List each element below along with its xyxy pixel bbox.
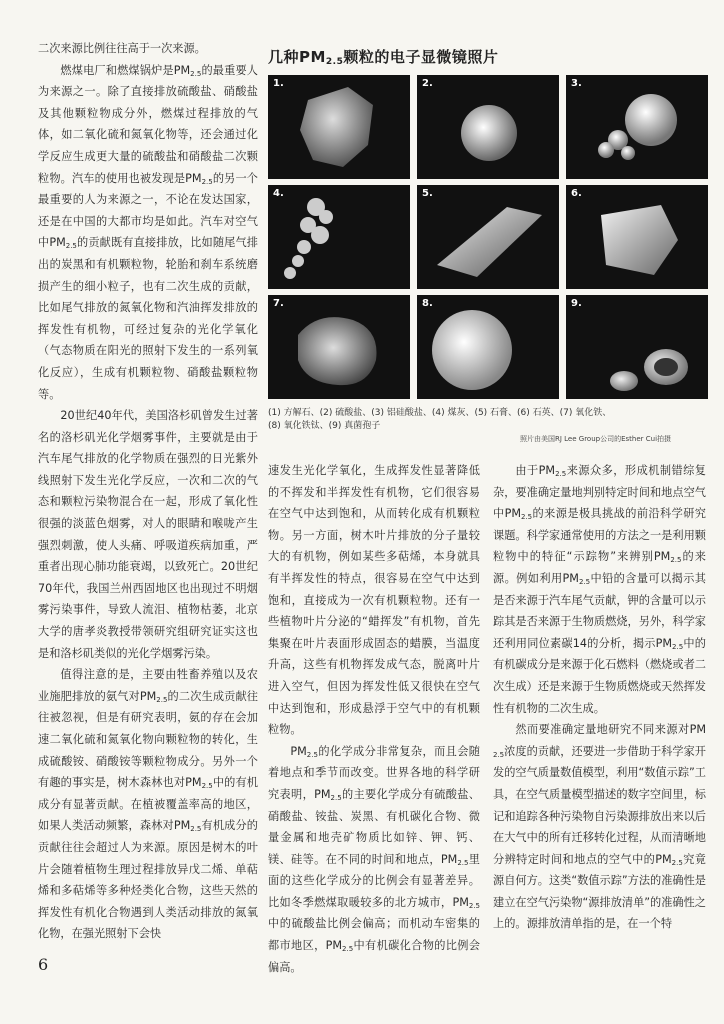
micrograph-grid <box>268 75 708 403</box>
paragraph: 20世纪40年代，美国洛杉矶曾发生过著名的洛杉矶光化学烟雾事件，主要就是由于汽车尾气排放的化学物质在强烈的日光紫外线照射下发生光化学反应，一次和二次的气态和颗粒污染物混合在一起，形成了氧化性很强的淡蓝色烟雾，对人的眼睛和喉咙产生强烈刺激，使人头痛、呼吸道疾病加重，严重者出现心肺功能衰竭，以致死亡。20世纪70年代，我国兰州西固地区也出现过不明烟雾污染事件，导致人流泪、植物枯萎，北京大学的唐孝炎教授带领研究组研究证实这也是和洛杉矶类似的光化学烟雾污染。 <box>38 409 258 660</box>
paragraph: 燃煤电厂和燃煤锅炉是$PM_{2.5}$的最重要人为来源之一。除了直接排放硫酸盐、硝酸盐及其他颗粒物成分外，燃煤过程排放的气体，如二氧化硫和氮氧化物等，还会通过化学反应生成更大量的硫酸盐和硝酸盐二次颗粒物。汽车的使用也被发现是$PM_{2.5}$的另一个最重要的人为来源之一，不论在发达国家，还是在中国的大都市均是如此。汽车对空气中$PM_{2.5}$的贡献既有直接排放，比如随尾气排出的炭黑和有机颗粒物，轮胎和刹车系统磨损产生的细小粒子，也有二次生成的贡献，比如尾气排放的氮氧化物和汽油挥发排放的挥发性有机物，可经过复杂的光化学氧化（气态物质在阳光的照射下发生的一系列氧化反应），生成有机颗粒物、硝酸盐颗粒物等。 <box>38 63 258 401</box>
micrograph-fungal-spore <box>566 295 708 399</box>
micrograph-aluminosilicate <box>566 75 708 179</box>
panel-number: 6. <box>571 188 582 199</box>
paragraph: 速发生光化学氧化，生成挥发性显著降低的不挥发和半挥发性有机物，它们很容易在空气中达到饱和，从而转化成有机颗粒物。另一方面，树木叶片排放的分子量较大的有机物，例如某些多萜烯，本身就具有半挥发性的特点，很容易在空气中达到饱和，直接成为一次有机颗粒物。还有一些植物叶片分泌的“蜡挥发”有机物，首先集聚在叶片表面形成固态的蜡膜，当温度升高，这些有机物挥发成气态，脱离叶片进入空气，但因为挥发性低又很快在空气中达到饱和，形成悬浮于空气中的有机颗粒物。 <box>268 464 480 737</box>
figure-title: 几种$PM_{2.5}$颗粒的电子显微镜照片 <box>268 48 499 67</box>
paragraph: 然而要准确定量地研究不同来源对$PM_{2.5}$浓度的贡献，还要进一步借助于科学家开发的空气质量数值模型，利用“数值示踪”工具，在空气质量模型描述的数字空间里，标记和追踪各种污染物自污染源排放出来以后在大气中的所有迁移转化过程，从而清晰地分辨特定时间和地点的空气中的$PM_{2.5}$究竟源自何方。这类“数值示踪”方法的准确性是建立在空气污染物“源排放清单”的准确性之上的。源排放清单指的是，在一个特 <box>493 723 706 931</box>
figure-caption <box>268 407 708 433</box>
micrograph-iron-oxide <box>268 295 410 399</box>
paragraph: 二次来源比例往往高于一次来源。 <box>38 42 206 55</box>
paragraph: 由于$PM_{2.5}$来源众多，形成机制错综复杂，要准确定量地判别特定时间和地点空气中$PM_{2.5}$的来源是极具挑战的前沿科学研究课题。科学家通常使用的方法之一是利用颗粒物中的特征“示踪物”来辨别$PM_{2.5}$的来源。例如利用$PM_{2.5}$中铅的含量可以揭示其是否来源于汽车尾气贡献，钾的含量可以示踪其是否来源于生物质燃烧，另外，科学家还利用同位素碳14的分析，揭示$PM_{2.5}$中的有机碳成分是来源于化石燃料（燃烧或者二次生成）还是来源于生物质燃烧或天然挥发性有机物的二次生成。 <box>493 464 706 715</box>
micrograph-iron-titanium-oxide <box>417 295 559 399</box>
panel-number: 3. <box>571 78 582 89</box>
iron-titanium-oxide-particle-shape <box>432 310 512 390</box>
micrograph-calcite <box>268 75 410 179</box>
panel-number: 9. <box>571 298 582 309</box>
page-number: 6 <box>38 955 49 974</box>
aluminosilicate-particle-shape <box>598 94 677 160</box>
iron-oxide-particle-shape <box>298 317 377 385</box>
paragraph: 值得注意的是，主要由牲畜养殖以及农业施肥排放的氨气对$PM_{2.5}$的二次生成贡献往往被忽视，但是有研究表明，氨的存在会加速二氧化硫和氮氧化物向颗粒物的转化，生成硫酸铵、硝酸铵等颗粒物成分。另外一个有趣的事实是，树木森林也对$PM_{2.5}$中的有机成分有显著贡献。在植被覆盖率高的地区，如果人类活动频繁，森林对$PM_{2.5}$有机成分的贡献往往会超过人为来源。原因是树木的叶片会随着植物生理过程排放异戊二烯、单萜烯和多萜烯等多种烃类化合物，这些天然的挥发性有机化合物遇到人类活动排放的氮氧化物，在强光照射下会快 <box>38 668 258 941</box>
panel-number: 1. <box>273 78 284 89</box>
calcite-particle-shape <box>300 87 373 167</box>
micrograph-sulfate <box>417 75 559 179</box>
quartz-particle-shape <box>601 205 678 275</box>
panel-number: 7. <box>273 298 284 309</box>
left-text-column <box>38 38 258 945</box>
photo-credit: 照片由美国RJ Lee Group公司的Esther Cui拍摄 <box>520 435 672 443</box>
sulfate-particle-shape <box>461 105 517 161</box>
micrograph-coal-ash <box>268 185 410 289</box>
paragraph: $PM_{2.5}$的化学成分非常复杂，而且会随着地点和季节而改变。世界各地的科学研究表明，$PM_{2.5}$的主要化学成分有硫酸盐、硝酸盐、铵盐、炭黑、有机碳化合物、微量金属和地壳矿物质比如锌、钾、钙、镁、硅等。在不同的时间和地点，$PM_{2.5}$里面的这些化学成分的比例会有显著差异。比如冬季燃煤取暖较多的北方城市，$PM_{2.5}$中的硫酸盐比例会偏高；而机动车密集的都市地区，$PM_{2.5}$中有机碳化合物的比例会偏高。 <box>268 744 480 974</box>
micrograph-gypsum <box>417 185 559 289</box>
coal-ash-particle-shape <box>284 198 333 279</box>
caption-line: (8) 氧化铁钛、(9) 真菌孢子 <box>268 421 381 431</box>
panel-number: 4. <box>273 188 284 199</box>
gypsum-particle-shape <box>437 207 542 277</box>
panel-number: 5. <box>422 188 433 199</box>
fungal-spore-shape <box>610 349 688 391</box>
middle-text-column <box>268 460 480 974</box>
panel-number: 8. <box>422 298 433 309</box>
micrograph-quartz <box>566 185 708 289</box>
caption-line: (1) 方解石、(2) 硫酸盐、(3) 铝硅酸盐、(4) 煤灰、(5) 石膏、(6) 石英、(7) 氧化铁、 <box>268 408 612 418</box>
panel-number: 2. <box>422 78 433 89</box>
right-text-column <box>493 460 706 945</box>
